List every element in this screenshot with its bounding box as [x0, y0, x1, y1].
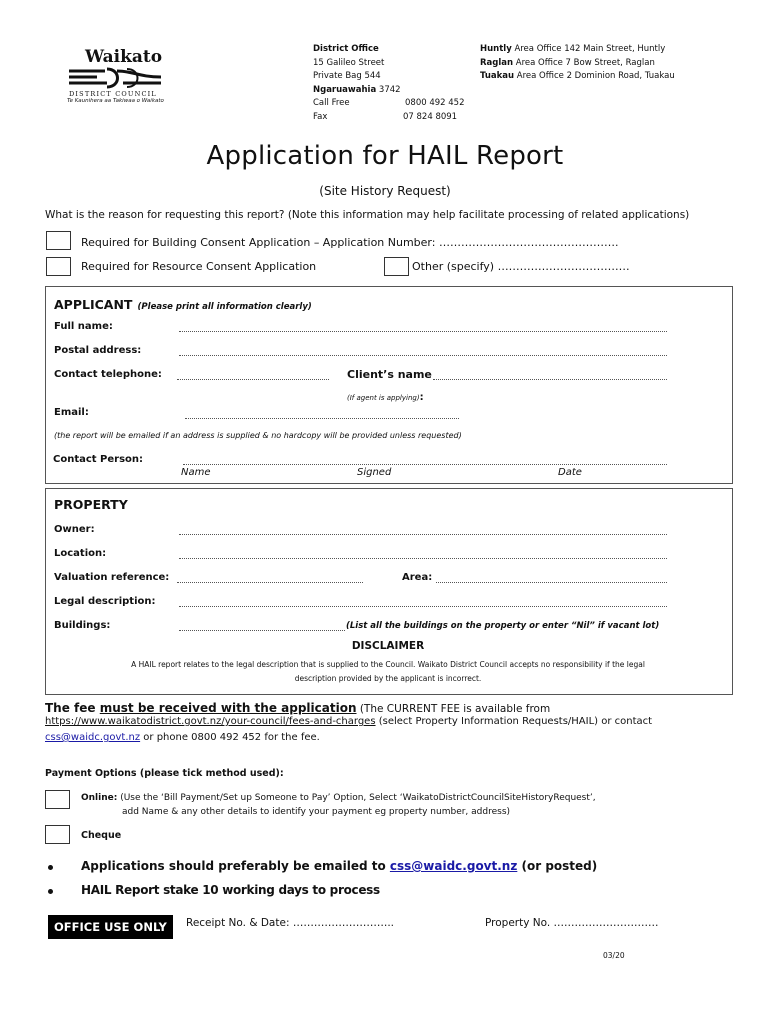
- postal-address-label: Postal address:: [54, 345, 142, 356]
- online-text2: add Name & any other details to identify your payment eg property number, address): [122, 807, 511, 817]
- logo-emblem-icon: [67, 67, 163, 89]
- disclaimer-line2: description provided by the applicant is incorrect.: [294, 674, 482, 683]
- page-subtitle: (Site History Request): [319, 184, 451, 198]
- client-name-field[interactable]: [433, 379, 667, 380]
- fee-rest: (The CURRENT FEE is available from: [356, 703, 551, 715]
- fee-line1: [45, 701, 550, 715]
- applicant-heading: [54, 294, 312, 313]
- other-checkbox[interactable]: [384, 257, 409, 276]
- cheque-checkbox[interactable]: [45, 825, 70, 844]
- client-note-colon: :: [419, 392, 424, 403]
- area-office-name: Huntly: [480, 44, 512, 54]
- bullet-dot: [48, 889, 53, 894]
- location-label: Location:: [54, 548, 107, 559]
- online-line1: [81, 793, 596, 803]
- bullet-email-link[interactable]: css@waidc.govt.nz: [389, 859, 518, 873]
- fees-url-link[interactable]: https://www.waikatodistrict.govt.nz/your-council/fees-and-charges: [45, 716, 376, 727]
- full-name-label: Full name:: [54, 321, 113, 332]
- css-email-link[interactable]: css@waidc.govt.nz: [45, 732, 141, 743]
- district-office: [313, 43, 401, 97]
- applicant-note: (Please print all information clearly): [137, 302, 312, 312]
- client-name-label: Client’s name: [347, 368, 432, 381]
- form-version: 03/20: [603, 951, 625, 960]
- fee-lead-underlined: must be received with the application: [99, 701, 357, 715]
- fax-value: 07 824 8091: [403, 112, 458, 122]
- applicant-title: APPLICANT: [54, 297, 133, 312]
- online-text1: (Use the ‘Bill Payment/Set up Someone to Pay’ Option, Select ‘WaikatoDistrictCouncilSiteHistoryRequest’,: [117, 793, 596, 803]
- fee-lead: The fee: [45, 701, 100, 715]
- online-label: Online:: [81, 793, 118, 803]
- cheque-label: Cheque: [81, 830, 122, 841]
- online-checkbox[interactable]: [45, 790, 70, 809]
- payment-heading: Payment Options (please tick method used):: [45, 768, 284, 779]
- resource-consent-checkbox[interactable]: [46, 257, 71, 276]
- contact-telephone-label: Contact telephone:: [54, 369, 162, 380]
- district-office-line3: Ngaruawahia: [313, 84, 377, 95]
- logo-name: Waikato: [85, 47, 163, 67]
- disclaimer-heading: DISCLAIMER: [351, 640, 425, 652]
- page-title: Application for HAIL Report: [206, 141, 564, 171]
- area-office-text: Area Office 142 Main Street, Huntly: [514, 44, 666, 54]
- client-name-note: [347, 385, 424, 404]
- reason-question: What is the reason for requesting this report? (Note this information may help facilitate processing of related applications): [45, 209, 690, 221]
- bullet-processing: HAIL Report stake 10 working days to process: [81, 883, 380, 897]
- fee-line2: [45, 716, 652, 727]
- logo-tagline: Te Kaunihera aa Takiwaa o Waikato: [67, 98, 164, 104]
- area-label: Area:: [402, 572, 433, 583]
- logo-council: DISTRICT COUNCIL: [69, 90, 157, 98]
- valuation-field[interactable]: [177, 582, 363, 583]
- valuation-label: Valuation reference:: [54, 572, 170, 583]
- office-use-label: OFFICE USE ONLY: [48, 915, 173, 939]
- email-field[interactable]: [185, 418, 459, 419]
- area-office-text: Area Office 2 Dominion Road, Tuakau: [516, 71, 675, 81]
- fax-label: Fax: [313, 112, 328, 122]
- bullet-email: [81, 859, 597, 873]
- contact-col-signed: Signed: [357, 467, 392, 478]
- legal-description-field[interactable]: [179, 606, 667, 607]
- email-label: Email:: [54, 407, 89, 418]
- building-consent-label: Required for Building Consent Application – Application Number: ………………………………………….: [81, 236, 619, 249]
- area-office-text: Area Office 7 Bow Street, Raglan: [515, 57, 655, 68]
- receipt-field: Receipt No. & Date: ………………………..: [186, 917, 394, 929]
- postal-address-field[interactable]: [179, 355, 667, 356]
- district-office-postcode: 3742: [378, 84, 401, 95]
- email-note: (the report will be emailed if an address is supplied & no hardcopy will be provided unless requested): [54, 431, 462, 440]
- call-free-value: 0800 492 452: [405, 98, 465, 108]
- client-note-text: (If agent is applying): [347, 394, 420, 402]
- area-field[interactable]: [436, 582, 667, 583]
- call-free-label: Call Free: [313, 98, 350, 108]
- fee-after-email: or phone 0800 492 452 for the fee.: [140, 732, 320, 743]
- buildings-note: (List all the buildings on the property or enter “Nil” if vacant lot): [346, 621, 660, 631]
- property-number-field: Property No. …………………………: [485, 917, 659, 929]
- buildings-label: Buildings:: [54, 620, 111, 631]
- fee-line3: [45, 732, 320, 743]
- bullet-email-post: (or posted): [517, 859, 598, 873]
- bullet-dot: [48, 865, 53, 870]
- fee-after-url: (select Property Information Requests/HAIL) or contact: [375, 716, 653, 727]
- district-office-line1: 15 Galileo Street: [313, 57, 385, 68]
- buildings-field[interactable]: [179, 630, 345, 631]
- full-name-field[interactable]: [179, 331, 667, 332]
- other-label: Other (specify) ………………………………: [412, 260, 630, 273]
- resource-consent-label: Required for Resource Consent Application: [81, 260, 317, 273]
- legal-description-label: Legal description:: [54, 596, 156, 607]
- bullet-email-pre: Applications should preferably be emailed to: [81, 859, 390, 873]
- district-office-heading: District Office: [313, 44, 379, 54]
- contact-col-date: Date: [558, 467, 582, 478]
- disclaimer-line1: A HAIL report relates to the legal description that is supplied to the Council. Waikato District Council accepts no responsibility if the legal: [131, 660, 645, 669]
- location-field[interactable]: [179, 558, 667, 559]
- area-offices: [480, 43, 675, 84]
- owner-field[interactable]: [179, 534, 667, 535]
- owner-label: Owner:: [54, 524, 95, 535]
- contact-person-label: Contact Person:: [53, 454, 144, 465]
- contact-telephone-field[interactable]: [177, 379, 329, 380]
- property-heading: PROPERTY: [54, 497, 128, 512]
- area-office-name: Raglan: [480, 57, 514, 68]
- contact-person-field[interactable]: [183, 464, 667, 465]
- building-consent-checkbox[interactable]: [46, 231, 71, 250]
- area-office-name: Tuakau: [480, 71, 515, 81]
- district-office-line2: Private Bag 544: [313, 71, 381, 81]
- council-logo: [63, 47, 173, 109]
- contact-col-name: Name: [181, 467, 211, 478]
